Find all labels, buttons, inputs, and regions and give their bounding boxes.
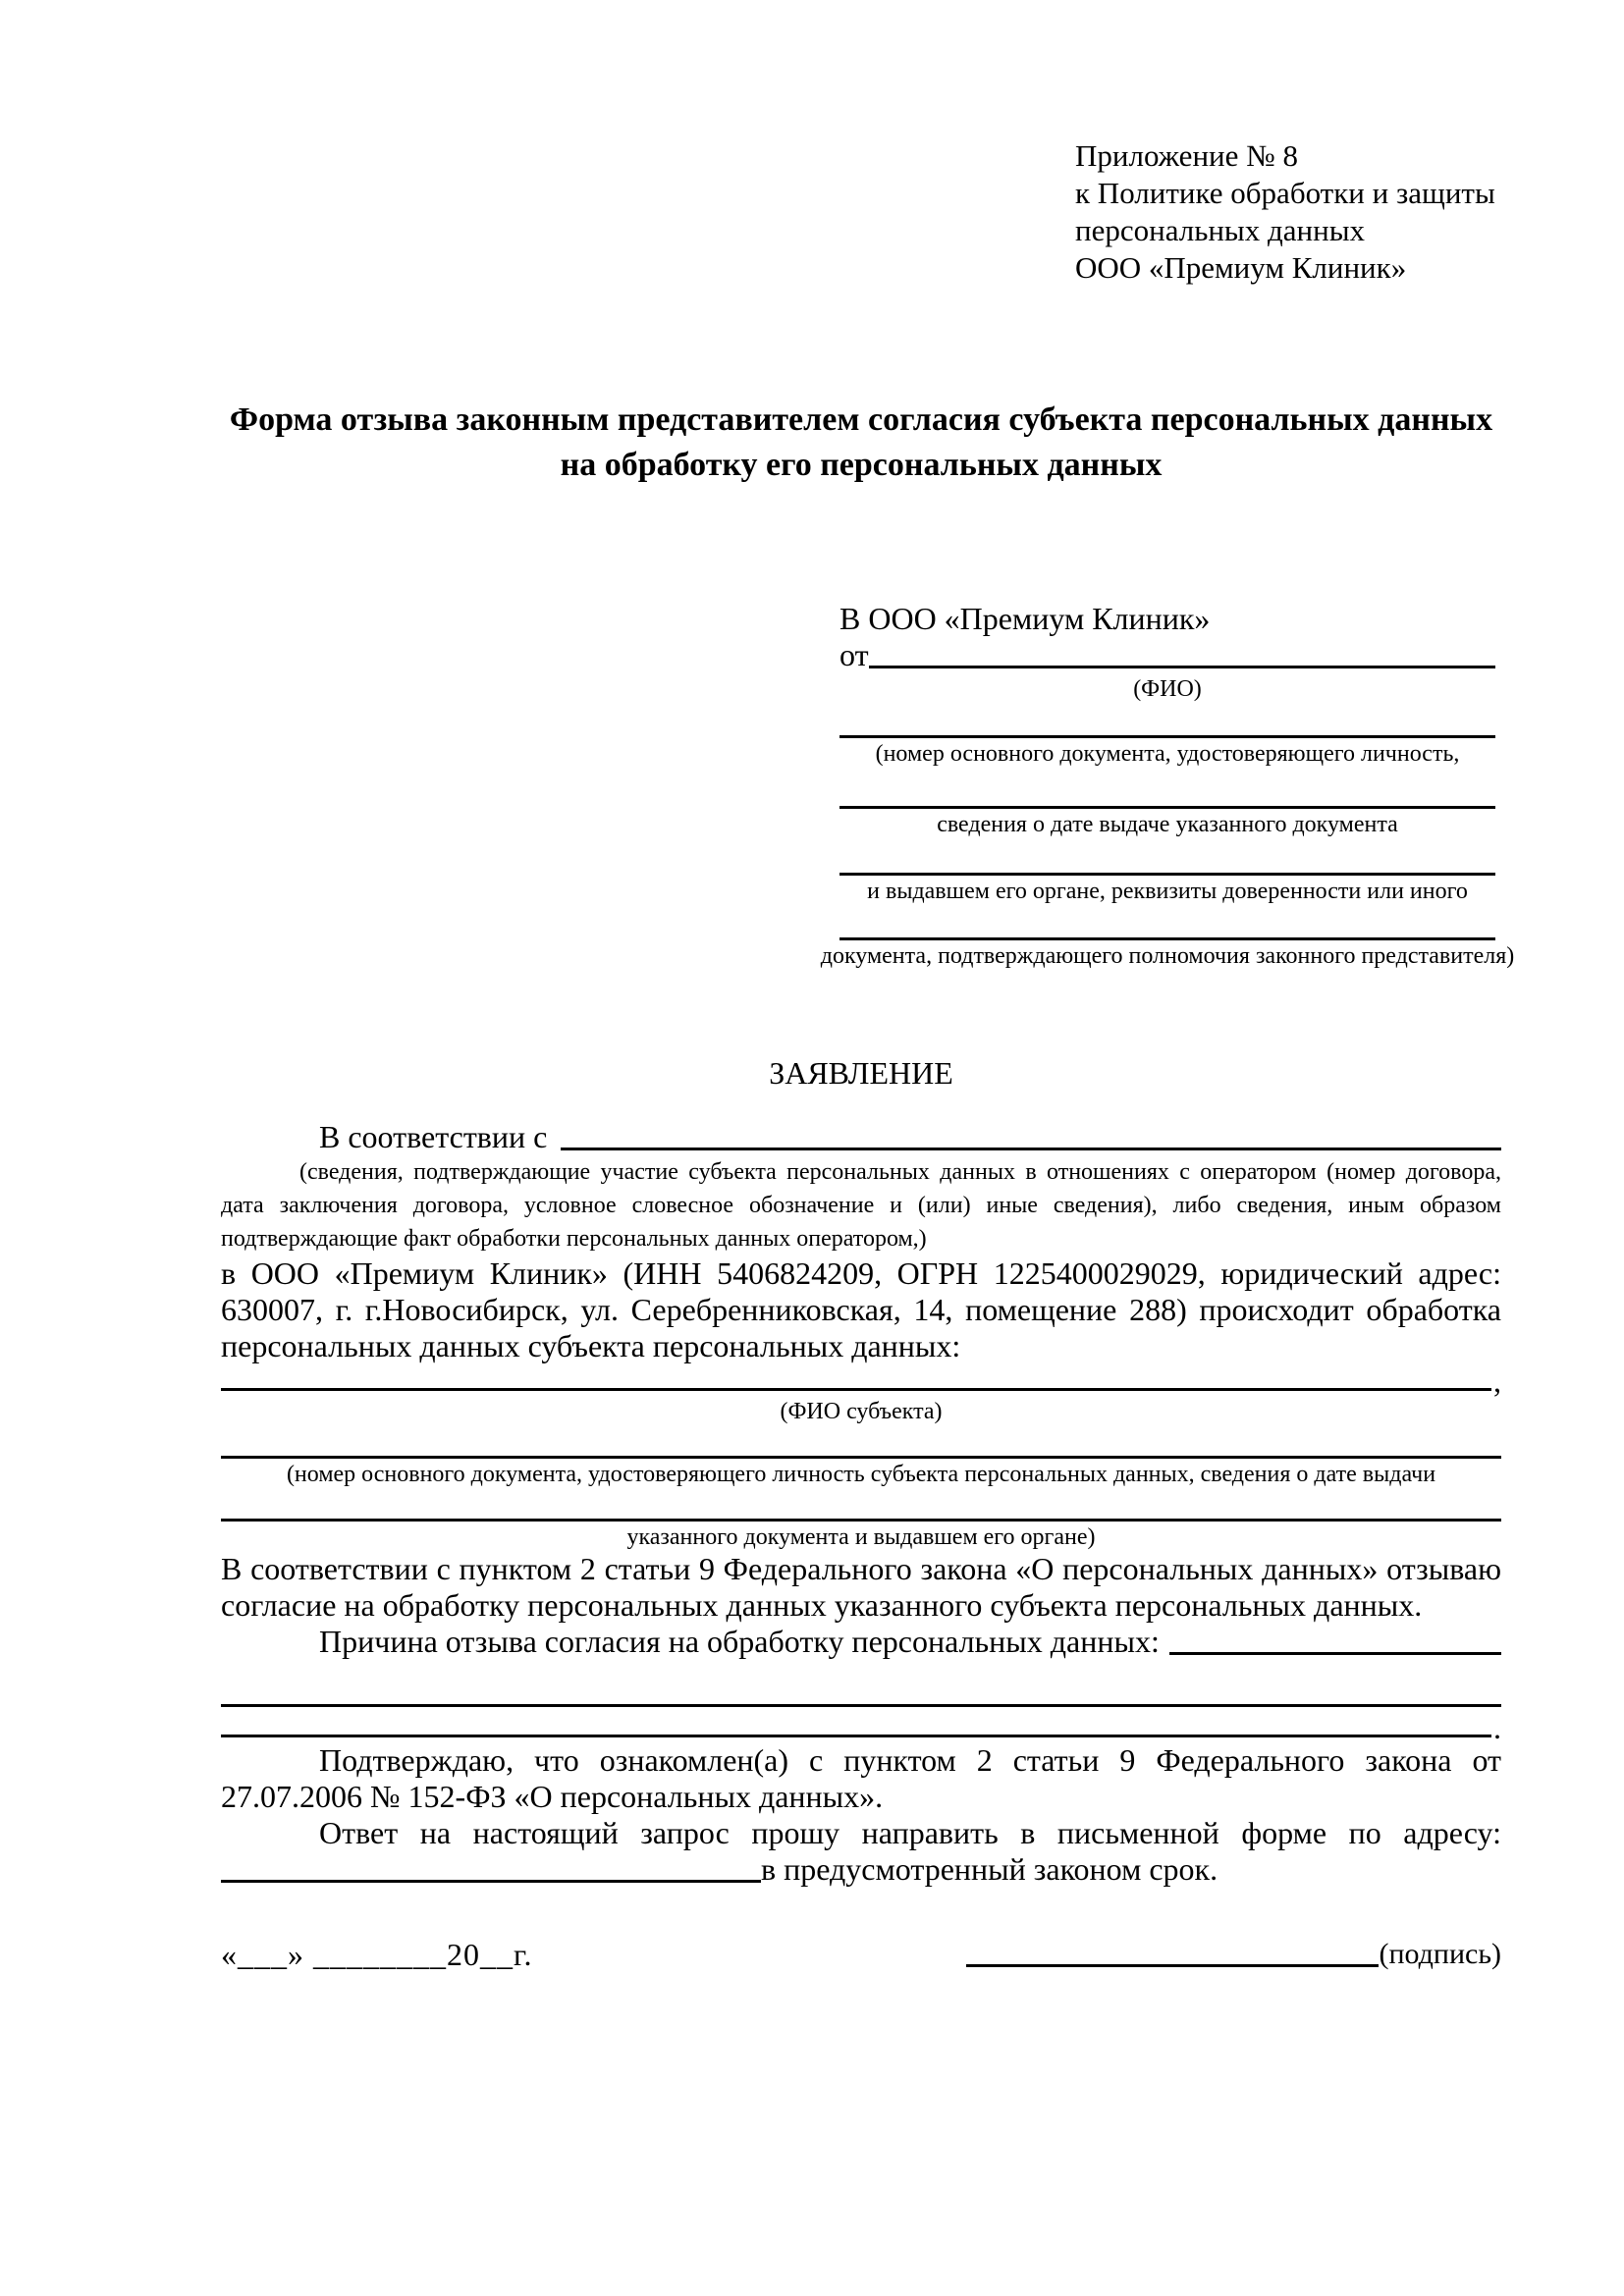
blank-line-subject-document <box>221 1425 1501 1459</box>
blank-line-reason <box>1169 1652 1501 1655</box>
issue-date-caption: сведения о дате выдаче указанного документа <box>937 812 1398 837</box>
date-line: «___» ________20__г. <box>221 1937 533 1972</box>
blank-line-issue-date <box>839 768 1495 809</box>
accordance-row <box>221 1119 1501 1155</box>
signature-caption: (подпись) <box>1379 1938 1501 1970</box>
addressee-organization: В ООО «Премиум Клиник» <box>839 601 1211 636</box>
issuing-authority-caption: и выдавшем его органе, реквизиты доверенности или иного <box>867 879 1468 904</box>
reason-row-3 <box>221 1707 1501 1745</box>
reply-tail: в предусмотренный законом срок. <box>761 1851 1218 1887</box>
blank-line-document-number <box>839 703 1495 738</box>
subject-document-caption-2: указанного документа и выдавшем его органе) <box>626 1524 1096 1550</box>
from-row <box>839 637 1495 673</box>
document-title: Форма отзыва законным представителем согласия субъекта персональных данных на обработку его персональных данных <box>229 401 1493 483</box>
period-after-line: . <box>1493 1710 1501 1745</box>
withdraw-paragraph: В соответствии с пунктом 2 статьи 9 Федерального закона «О персональных данных» отзываю согласие на обработку персональных данных указанного субъекта персональных данных. <box>221 1551 1501 1623</box>
subject-document-caption-1: (номер основного документа, удостоверяющего личность субъекта персональных данных, сведения о дате выдачи <box>286 1462 1436 1487</box>
blank-line-subject-fio <box>221 1388 1491 1391</box>
statement-heading: ЗАЯВЛЕНИЕ <box>769 1055 953 1091</box>
appendix-line-4: ООО «Премиум Клиник» <box>1075 250 1407 285</box>
reason-label: Причина отзыва согласия на обработку персональных данных: <box>319 1624 1160 1659</box>
blank-line-accordance <box>561 1148 1501 1150</box>
blank-line-representative-fio <box>869 666 1495 668</box>
reason-row <box>221 1624 1501 1660</box>
spacer <box>221 1660 1501 1674</box>
subject-fio-row <box>221 1363 1501 1399</box>
fio-caption: (ФИО) <box>1133 676 1202 702</box>
appendix-line-3: персональных данных <box>1075 213 1366 247</box>
blank-line-reason-3 <box>221 1735 1491 1737</box>
accordance-label: В соответствии с <box>319 1119 548 1154</box>
addressee-block <box>820 601 1515 970</box>
operator-paragraph: в ООО «Премиум Клиник» (ИНН 5406824209, ОГРН 1225400029029, юридический адрес: 630007, г. г.Новосибирск, ул. Серебренниковская, 14, помещение 288) происходит обработка персональных данных субъекта персональных данных: <box>221 1255 1501 1363</box>
signature-group <box>966 1936 1501 1973</box>
reply-paragraph: Ответ на настоящий запрос прошу направить в письменной форме по адресу: <box>319 1815 1501 1850</box>
footer <box>221 1936 1501 1973</box>
appendix-header <box>1075 137 1495 287</box>
accordance-caption: (сведения, подтверждающие участие субъекта персональных данных в отношениях с оператором (номер договора, дата заключения договора, условное словесное обозначение и (или) иные сведения), либо сведения, иным образом подтверждающие факт обработки персональных данных оператором,) <box>221 1159 1501 1252</box>
from-label: от <box>839 637 869 672</box>
comma-after-line: , <box>1493 1363 1501 1399</box>
statement-body <box>221 1055 1501 1888</box>
confirm-paragraph: Подтверждаю, что ознакомлен(а) с пунктом 2 статьи 9 Федерального закона от 27.07.2006 № 152-ФЗ «О персональных данных». <box>221 1742 1501 1814</box>
blank-line-reason-2 <box>221 1674 1501 1707</box>
blank-line-subject-document-2 <box>221 1488 1501 1522</box>
reply-address-row <box>221 1851 1501 1888</box>
blank-line-issuing-authority <box>839 838 1495 876</box>
document-number-caption: (номер основного документа, удостоверяющего личность, <box>875 741 1460 767</box>
subject-fio-caption: (ФИО субъекта) <box>780 1399 943 1424</box>
authority-document-caption: документа, подтверждающего полномочия законного представителя) <box>820 943 1515 969</box>
blank-line-reply-address <box>221 1880 761 1883</box>
blank-line-signature <box>966 1964 1379 1967</box>
appendix-line-1: Приложение № 8 <box>1075 138 1298 173</box>
appendix-line-2: к Политике обработки и защиты <box>1075 176 1495 210</box>
blank-line-authority-document <box>839 905 1495 940</box>
